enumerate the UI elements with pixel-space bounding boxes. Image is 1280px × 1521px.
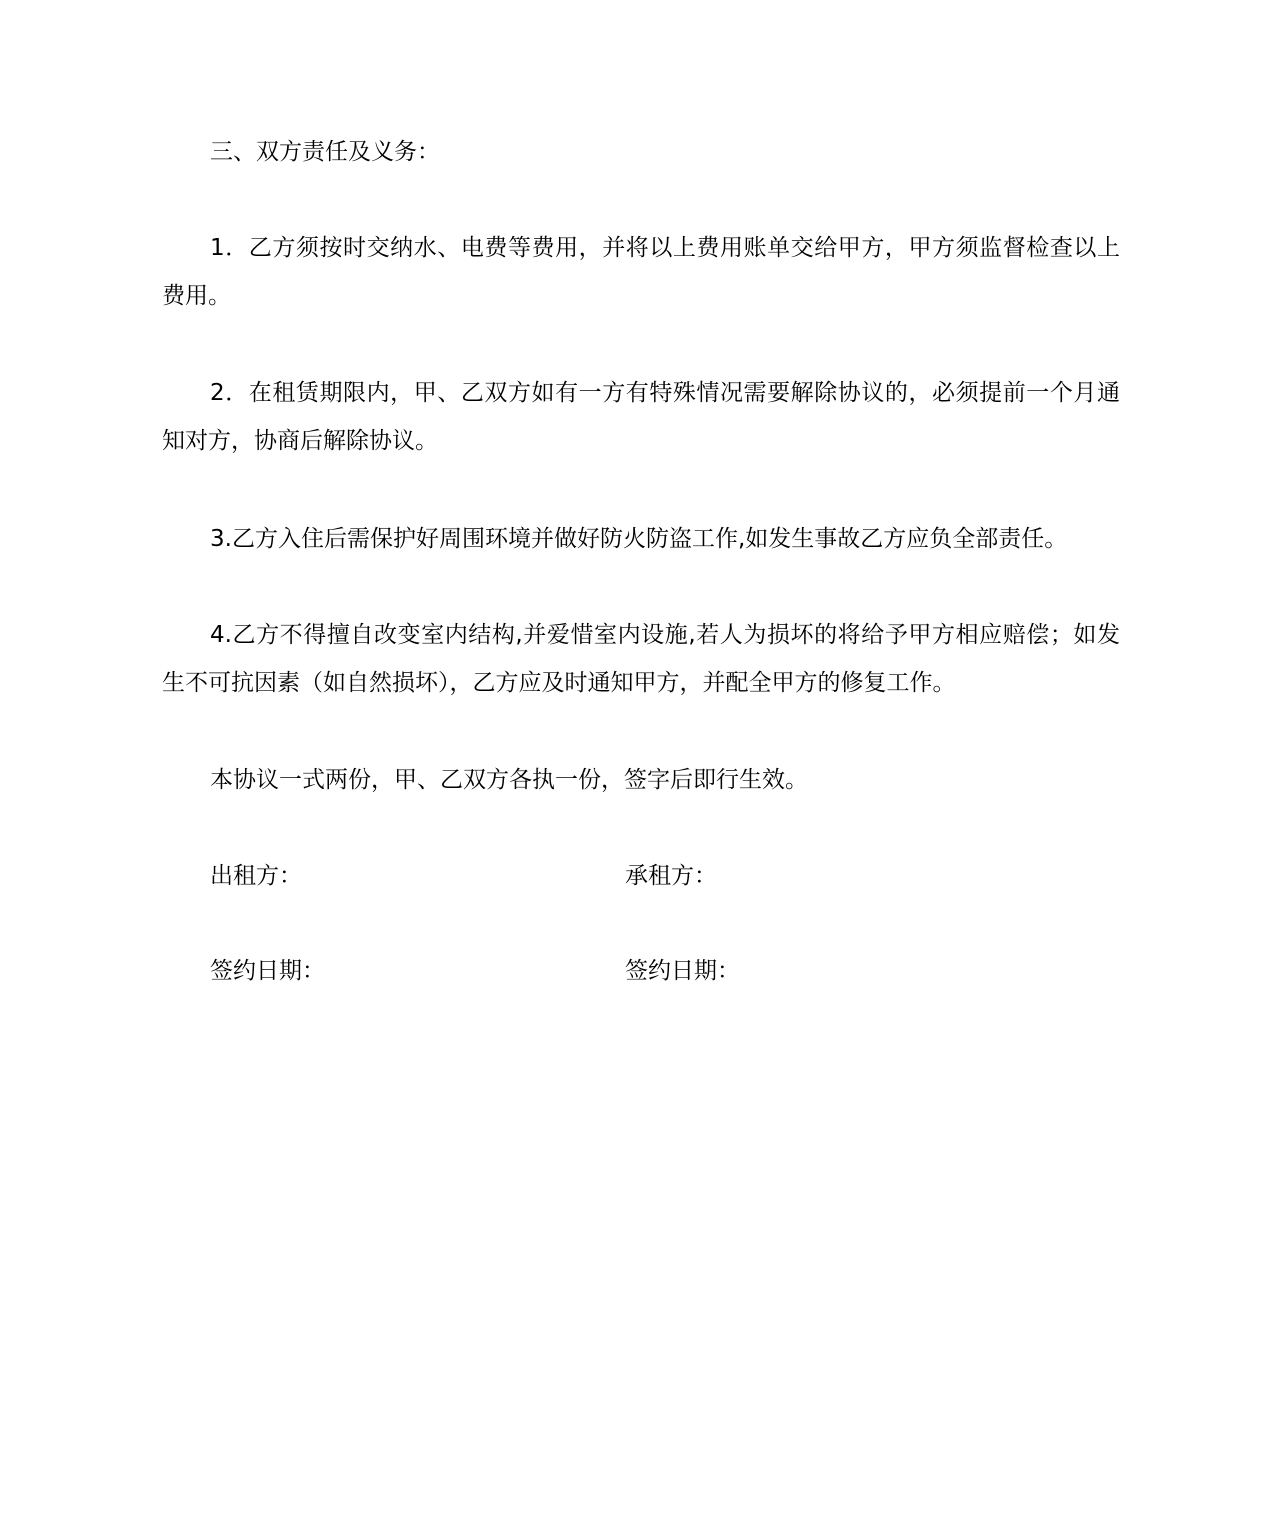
clause-4: 4.乙方不得擅自改变室内结构,并爱惜室内设施,若人为损坏的将给予甲方相应赔偿；如发生不可抗因素（如自然损坏），乙方应及时通知甲方，并配全甲方的修复工作。	[162, 622, 1120, 696]
lessor-label: 出租方：	[210, 863, 302, 889]
lessor-sign-date-label: 签约日期：	[210, 958, 325, 984]
lessee-sign-date-label: 签约日期：	[625, 958, 740, 984]
closing-statement: 本协议一式两份，甲、乙双方各执一份，签字后即行生效。	[210, 767, 808, 793]
clause-1: 1．乙方须按时交纳水、电费等费用，并将以上费用账单交给甲方，甲方须监督检查以上费用。	[162, 235, 1120, 309]
clause-3: 3.乙方入住后需保护好周围环境并做好防火防盗工作,如发生事故乙方应负全部责任。	[210, 526, 1068, 552]
lessee-label: 承租方：	[625, 863, 717, 889]
clause-2: 2．在租赁期限内，甲、乙双方如有一方有特殊情况需要解除协议的，必须提前一个月通知对方，协商后解除协议。	[162, 380, 1120, 454]
section-heading: 三、双方责任及义务：	[210, 139, 440, 165]
